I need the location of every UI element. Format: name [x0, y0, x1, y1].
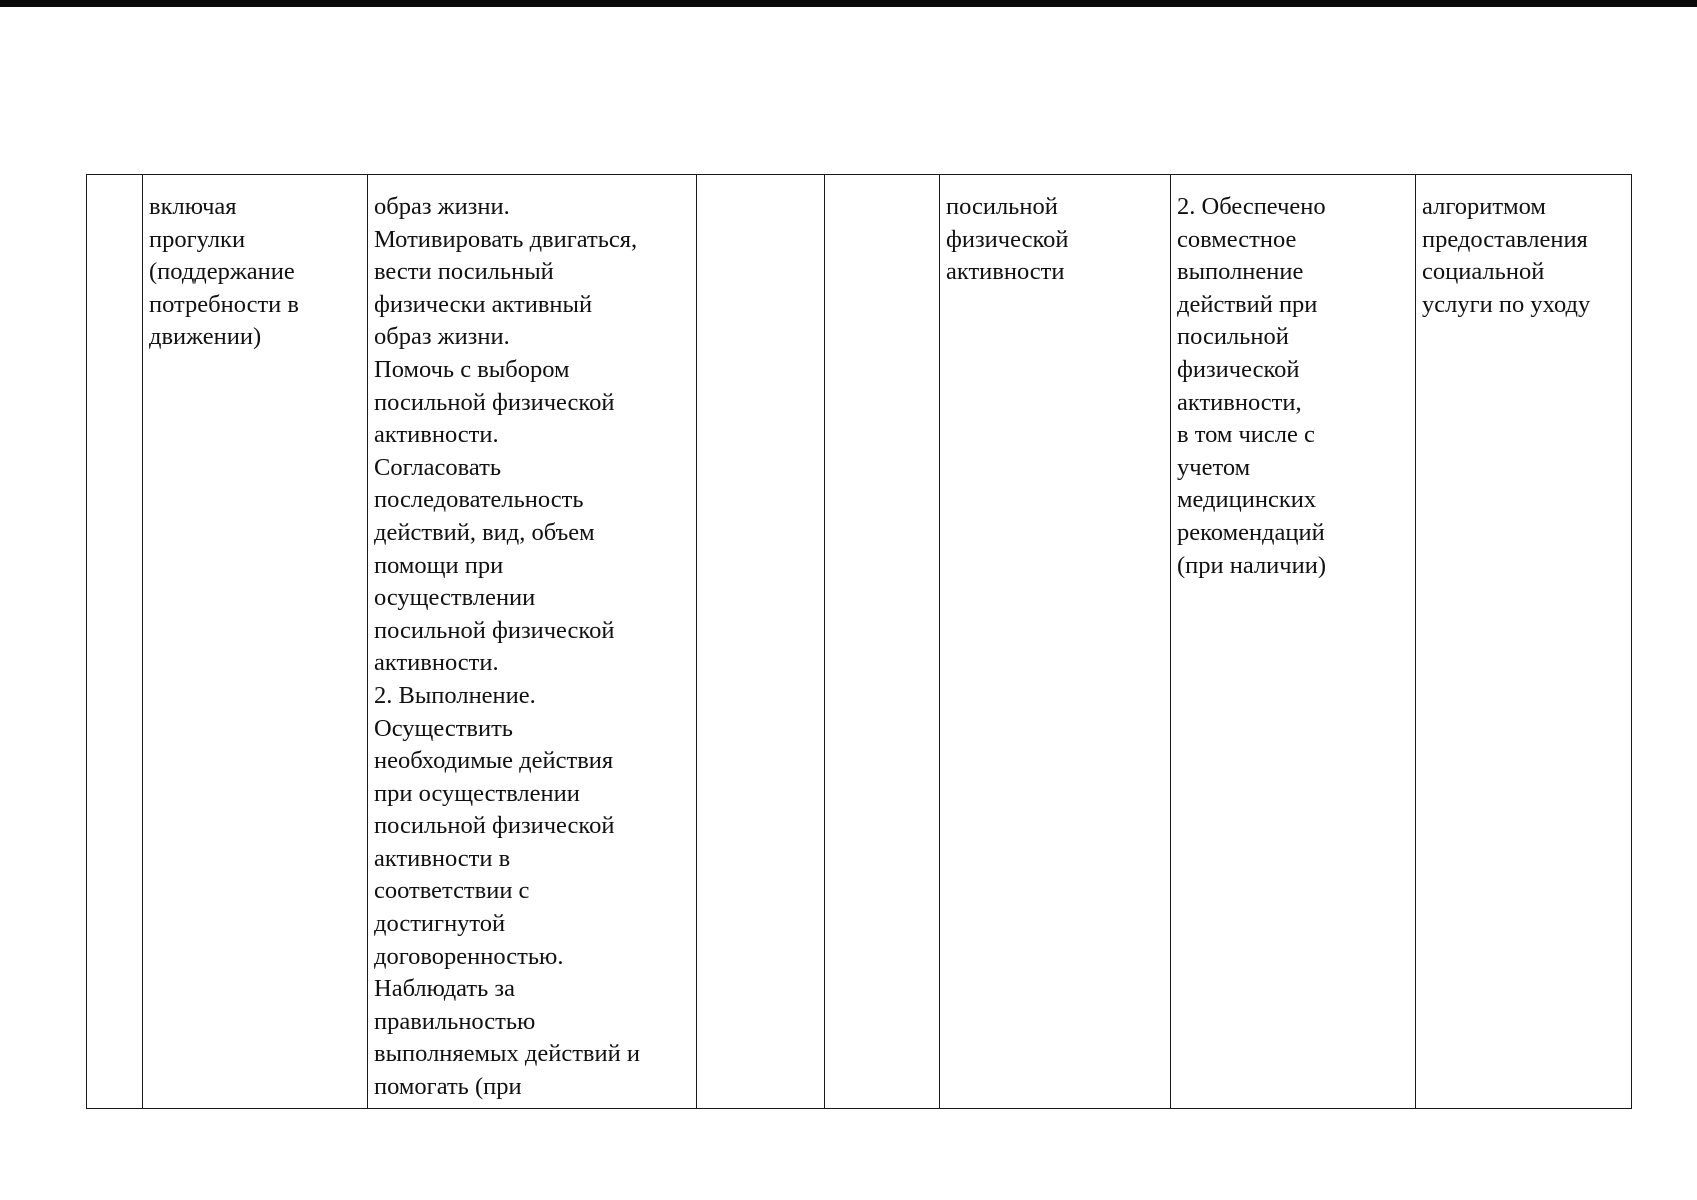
table-cell-result: 2. Обеспечено совместное выполнение действий при посильной физической активности, в том числе с учетом медицинских рекомендаций (при наличии): [1171, 175, 1416, 1109]
table-cell-result-subject: посильной физической активности: [940, 175, 1171, 1109]
table-cell-empty-1: [697, 175, 825, 1109]
table-cell-service-name: включая прогулки (поддержание потребности в движении): [143, 175, 368, 1109]
table-cell-procedure: образ жизни. Мотивировать двигаться, вести посильный физически активный образ жизни. Помочь с выбором посильной физической активности. Согласовать последовательность действий, вид, объем помощи при осуществлении посильной физической активности. 2. Выполнение. Осуществить необходимые действия при осуществлении посильной физической активности в соответствии с достигнутой договоренностью. Наблюдать за правильностью выполняемых действий и помогать (при: [368, 175, 697, 1109]
document-table: [86, 174, 1632, 1109]
scan-top-border: [0, 0, 1697, 7]
table-row: [87, 175, 1632, 1109]
table-cell-standard: алгоритмом предоставления социальной услуги по уходу: [1416, 175, 1632, 1109]
table-cell-number: [87, 175, 143, 1109]
table-cell-empty-2: [825, 175, 940, 1109]
